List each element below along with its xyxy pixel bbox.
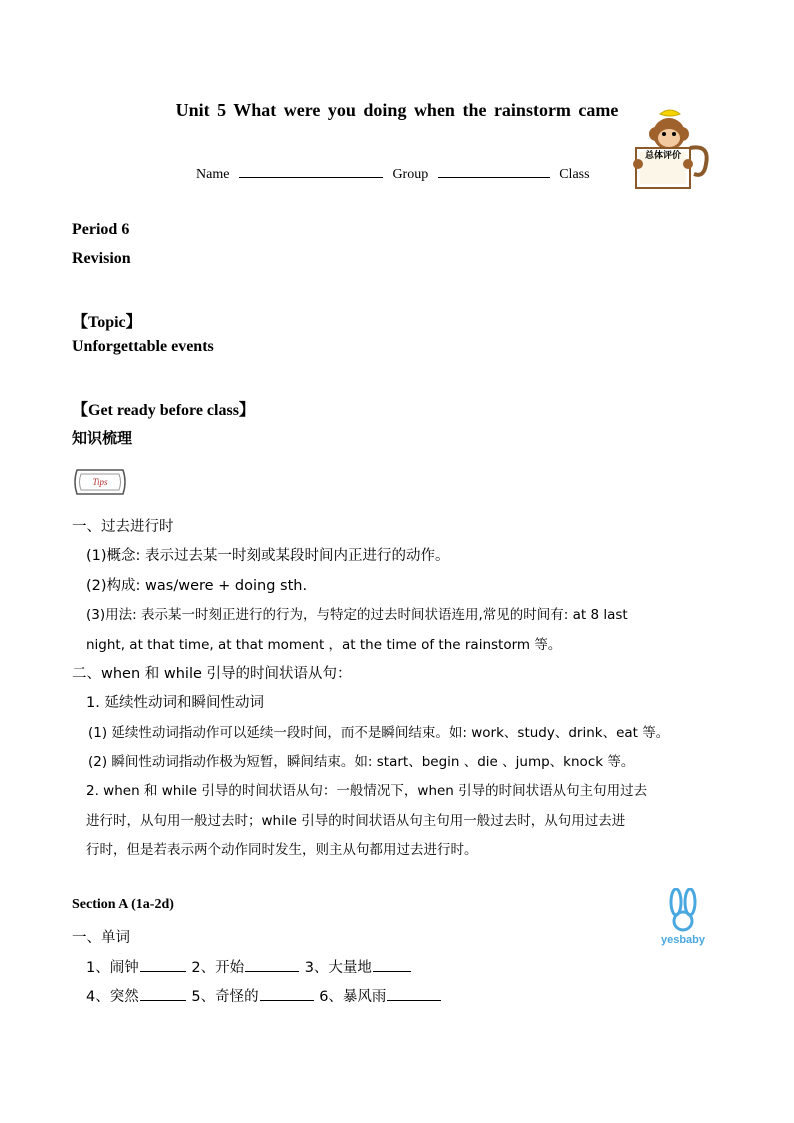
group-field[interactable] [438, 163, 550, 178]
group-label: Group [392, 167, 429, 182]
vocab-item-6: 6、暴风雨 [319, 989, 387, 1005]
section1-concept: (1)概念: 表示过去某一时刻或某段时间内正进行的动作。 [86, 548, 450, 564]
logo-text: yesbaby [660, 934, 706, 946]
ready-heading: 【Get ready before class】 [72, 402, 255, 419]
page-title: Unit 5 What were you doing when the rainstorm came [175, 100, 619, 120]
knowledge-heading: 知识梳理 [72, 429, 133, 447]
vocab-item-1: 1、闹钟 [86, 960, 139, 976]
section1-usage-cont: night, at that time, at that moment ，at the time of the rainstorm 等。 [86, 637, 562, 653]
section2-sub2c: 行时，但是若表示两个动作同时发生，则主从句都用过去进行时。 [86, 842, 478, 858]
section2-sub2b: 进行时，从句用一般过去时；while 引导的时间状语从句主句用一般过去时，从句用过去进 [86, 813, 626, 829]
class-label: Class [559, 167, 590, 182]
vocab-blank-2[interactable] [245, 957, 299, 972]
topic-text: Unforgettable events [72, 338, 214, 355]
vocab-item-2: 2、开始 [191, 960, 245, 976]
vocab-blank-4[interactable] [140, 986, 186, 1001]
revision-heading: Revision [72, 250, 131, 267]
vocab-blank-6[interactable] [387, 986, 441, 1001]
vocab-item-5: 5、奇怪的 [191, 989, 259, 1005]
vocab-blank-5[interactable] [260, 986, 314, 1001]
vocab-row-1 [86, 956, 412, 977]
monkey-badge-icon [626, 104, 710, 196]
badge-text: 总体评价 [644, 151, 682, 161]
section1-usage: (3)用法: 表示某一时刻正进行的行为，与特定的过去时间状语连用,常见的时间有: at 8 last [86, 607, 628, 623]
section-a-heading: Section A (1a-2d) [72, 897, 174, 912]
topic-heading: 【Topic】 [72, 314, 142, 331]
section2-sub1b: (2) 瞬间性动词指动作极为短暂，瞬间结束。如: start、begin 、die 、jump、knock 等。 [88, 754, 635, 770]
period-heading: Period 6 [72, 221, 130, 238]
vocab-row-2 [86, 985, 442, 1006]
section2-sub2a: 2. when 和 while 引导的时间状语从句：一般情况下，when 引导的时间状语从句主句用过去 [86, 783, 648, 799]
name-field[interactable] [239, 163, 383, 178]
student-info-line [196, 163, 590, 183]
section1-structure: (2)构成: was/were + doing sth. [86, 578, 308, 594]
section1-heading: 一、过去进行时 [72, 519, 174, 535]
vocab-item-3: 3、大量地 [304, 960, 372, 976]
tips-icon [71, 466, 129, 498]
tips-label: Tips [92, 477, 108, 487]
name-label: Name [196, 167, 230, 182]
words-heading: 一、单词 [72, 930, 130, 946]
section2-sub1: 1. 延续性动词和瞬间性动词 [86, 695, 264, 711]
section2-sub1a: (1) 延续性动词指动作可以延续一段时间，而不是瞬间结束。如: work、study、drink、eat 等。 [88, 725, 670, 741]
yesbaby-logo-icon [652, 888, 716, 946]
section2-heading: 二、when 和 while 引导的时间状语从句： [72, 666, 352, 682]
vocab-item-4: 4、突然 [86, 989, 139, 1005]
vocab-blank-3[interactable] [373, 957, 411, 972]
vocab-blank-1[interactable] [140, 957, 186, 972]
